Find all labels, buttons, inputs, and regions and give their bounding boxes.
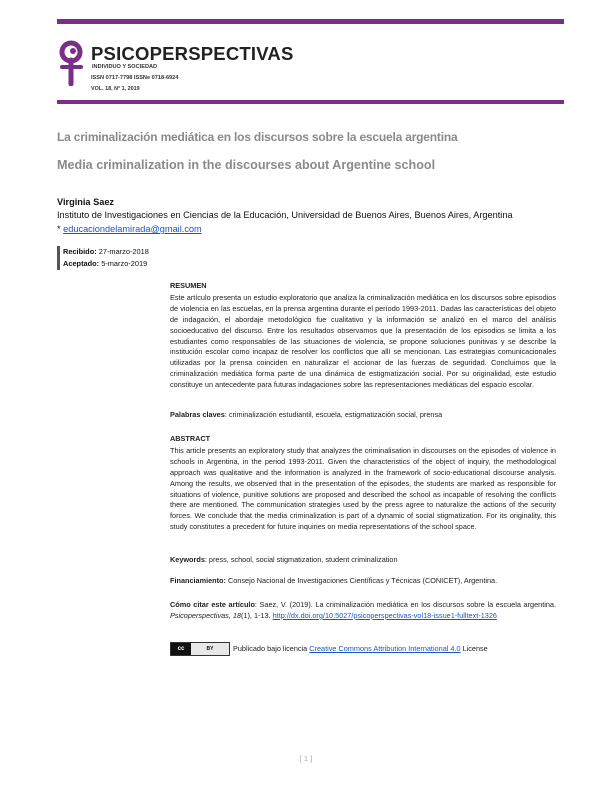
received-date: 27-marzo-2018 <box>98 247 149 256</box>
palabras-claves <box>170 410 556 421</box>
keywords-text: : press, school, social stigmatization, student criminalization <box>204 555 398 564</box>
citation-doi-link[interactable]: http://dx.doi.org/10.5027/psicoperspectivas-vol18-issue1-fulltext-1326 <box>272 610 497 620</box>
email-marker: * <box>57 224 61 234</box>
funding-text: Consejo Nacional de Investigaciones Científicas y Técnicas (CONICET), Argentina. <box>225 576 498 585</box>
accepted-label: Aceptado: <box>63 259 100 268</box>
author-name: Virginia Saez <box>57 197 115 207</box>
cc-icon: cc <box>171 643 191 655</box>
article-title-spanish: La criminalización mediática en los discursos sobre la escuela argentina <box>57 130 458 144</box>
funding <box>170 576 556 587</box>
abstract-section <box>170 434 556 533</box>
author-email-row <box>57 224 202 234</box>
accepted-date: 5-marzo-2019 <box>101 259 148 268</box>
received-row <box>63 246 149 258</box>
citation-issue: (1), 1-13. <box>240 610 273 620</box>
funding-label: Financiamiento: <box>170 576 226 585</box>
article-title-english: Media criminalization in the discourses about Argentine school <box>57 158 436 172</box>
accepted-row <box>63 258 149 270</box>
citation-label: Cómo citar este artículo <box>170 600 255 609</box>
license-link[interactable]: Creative Commons Attribution International 4.0 <box>309 643 461 653</box>
palabras-label: Palabras claves <box>170 410 225 419</box>
author-affiliation: Instituto de Investigaciones en Ciencias de la Educación, Universidad de Buenos Aires, Buenos Aires, Argentina <box>57 210 513 220</box>
license-row <box>170 642 556 656</box>
journal-name: PSICOPERSPECTIVAS <box>91 43 294 64</box>
citation-text: : Saez, V. (2019). La criminalización mediática en los discursos sobre la escuela argentina. <box>254 600 556 609</box>
citation <box>170 600 556 622</box>
page-number: [ 1 ] <box>299 754 313 763</box>
license-row-text <box>233 644 488 655</box>
dates-block <box>57 246 149 270</box>
license-text-pre: Publicado bajo licencia <box>233 643 310 653</box>
journal-logo-icon <box>57 40 89 86</box>
by-icon: BY <box>206 645 214 652</box>
journal-volume: VOL. 18, N° 1, 2019 <box>91 86 140 92</box>
resumen-text: Este artículo presenta un estudio exploratorio que analiza la criminalización mediática en los discursos sobre episodios de violencia en las escuelas, en la prensa argentina durante el período 1993-2011. Dadas las características del objeto de indagación, el abordaje metodológico fue cualitativo y la información se analizó en el marco del análisis socioeducativo del discurso. Entre los resultados observamos que la presentación de los episodios se limita a los estudiantes como responsables de las situaciones de violencia, se propone soluciones punitivas y se describe la institución escolar como incapaz de resolver los conflictos que allí se mencionan. Las estrategias comunicacionales utilizadas por la prensa coinciden en naturalizar el accionar de las fuerzas de seguridad. Concluimos que la criminalización mediática forma parte de una dinámica de estigmatización social. Por su originalidad, este estudio constituye un antecedente para futuras indagaciones sobre las representaciones mediáticas del espacio escolar. <box>170 292 556 390</box>
header-rule <box>57 100 564 104</box>
top-accent-bar <box>57 19 564 24</box>
author-email-link[interactable]: educaciondelamirada@gmail.com <box>63 224 202 234</box>
journal-issn: ISSN 0717-7798 ISSNe 0718-6924 <box>91 75 179 81</box>
journal-subtitle: INDIVIDUO Y SOCIEDAD <box>92 64 158 70</box>
citation-journal: Psicoperspectivas, 18 <box>170 610 241 620</box>
palabras-text: : criminalización estudiantil, escuela, estigmatización social, prensa <box>224 410 443 419</box>
keywords-label: Keywords <box>170 555 205 564</box>
license-text-post: License <box>460 643 488 653</box>
abstract-text: This article presents an exploratory study that analyzes the criminalisation in discourses on the episodes of violence in schools in Argentina, in the period 1993-2011. Given the characteristics of the object of inquiry, the methodological approach was qualitative and the information is analyzed in the framework of socio-educational discourse analysis. Among the results, we observed that in the presentation of the episodes, the students are marked as responsible for situations of violence, punitive solutions are proposed and described the school as incapable of resolving the conflicts there are mentioned. The communication strategies used by the press agree to naturalize the actions of the security forces. We conclude that the media criminalization is part of a dynamic of social stigmatization. For its originality, this study constitutes a precedent for future inquiries on media representations of the school space. <box>170 445 556 532</box>
resumen-heading: RESUMEN <box>170 281 207 290</box>
cc-by-badge-icon[interactable] <box>170 642 230 656</box>
abstract-heading: ABSTRACT <box>170 434 211 443</box>
resumen-section <box>170 281 556 391</box>
received-label: Recibido: <box>63 247 97 256</box>
keywords <box>170 555 556 566</box>
